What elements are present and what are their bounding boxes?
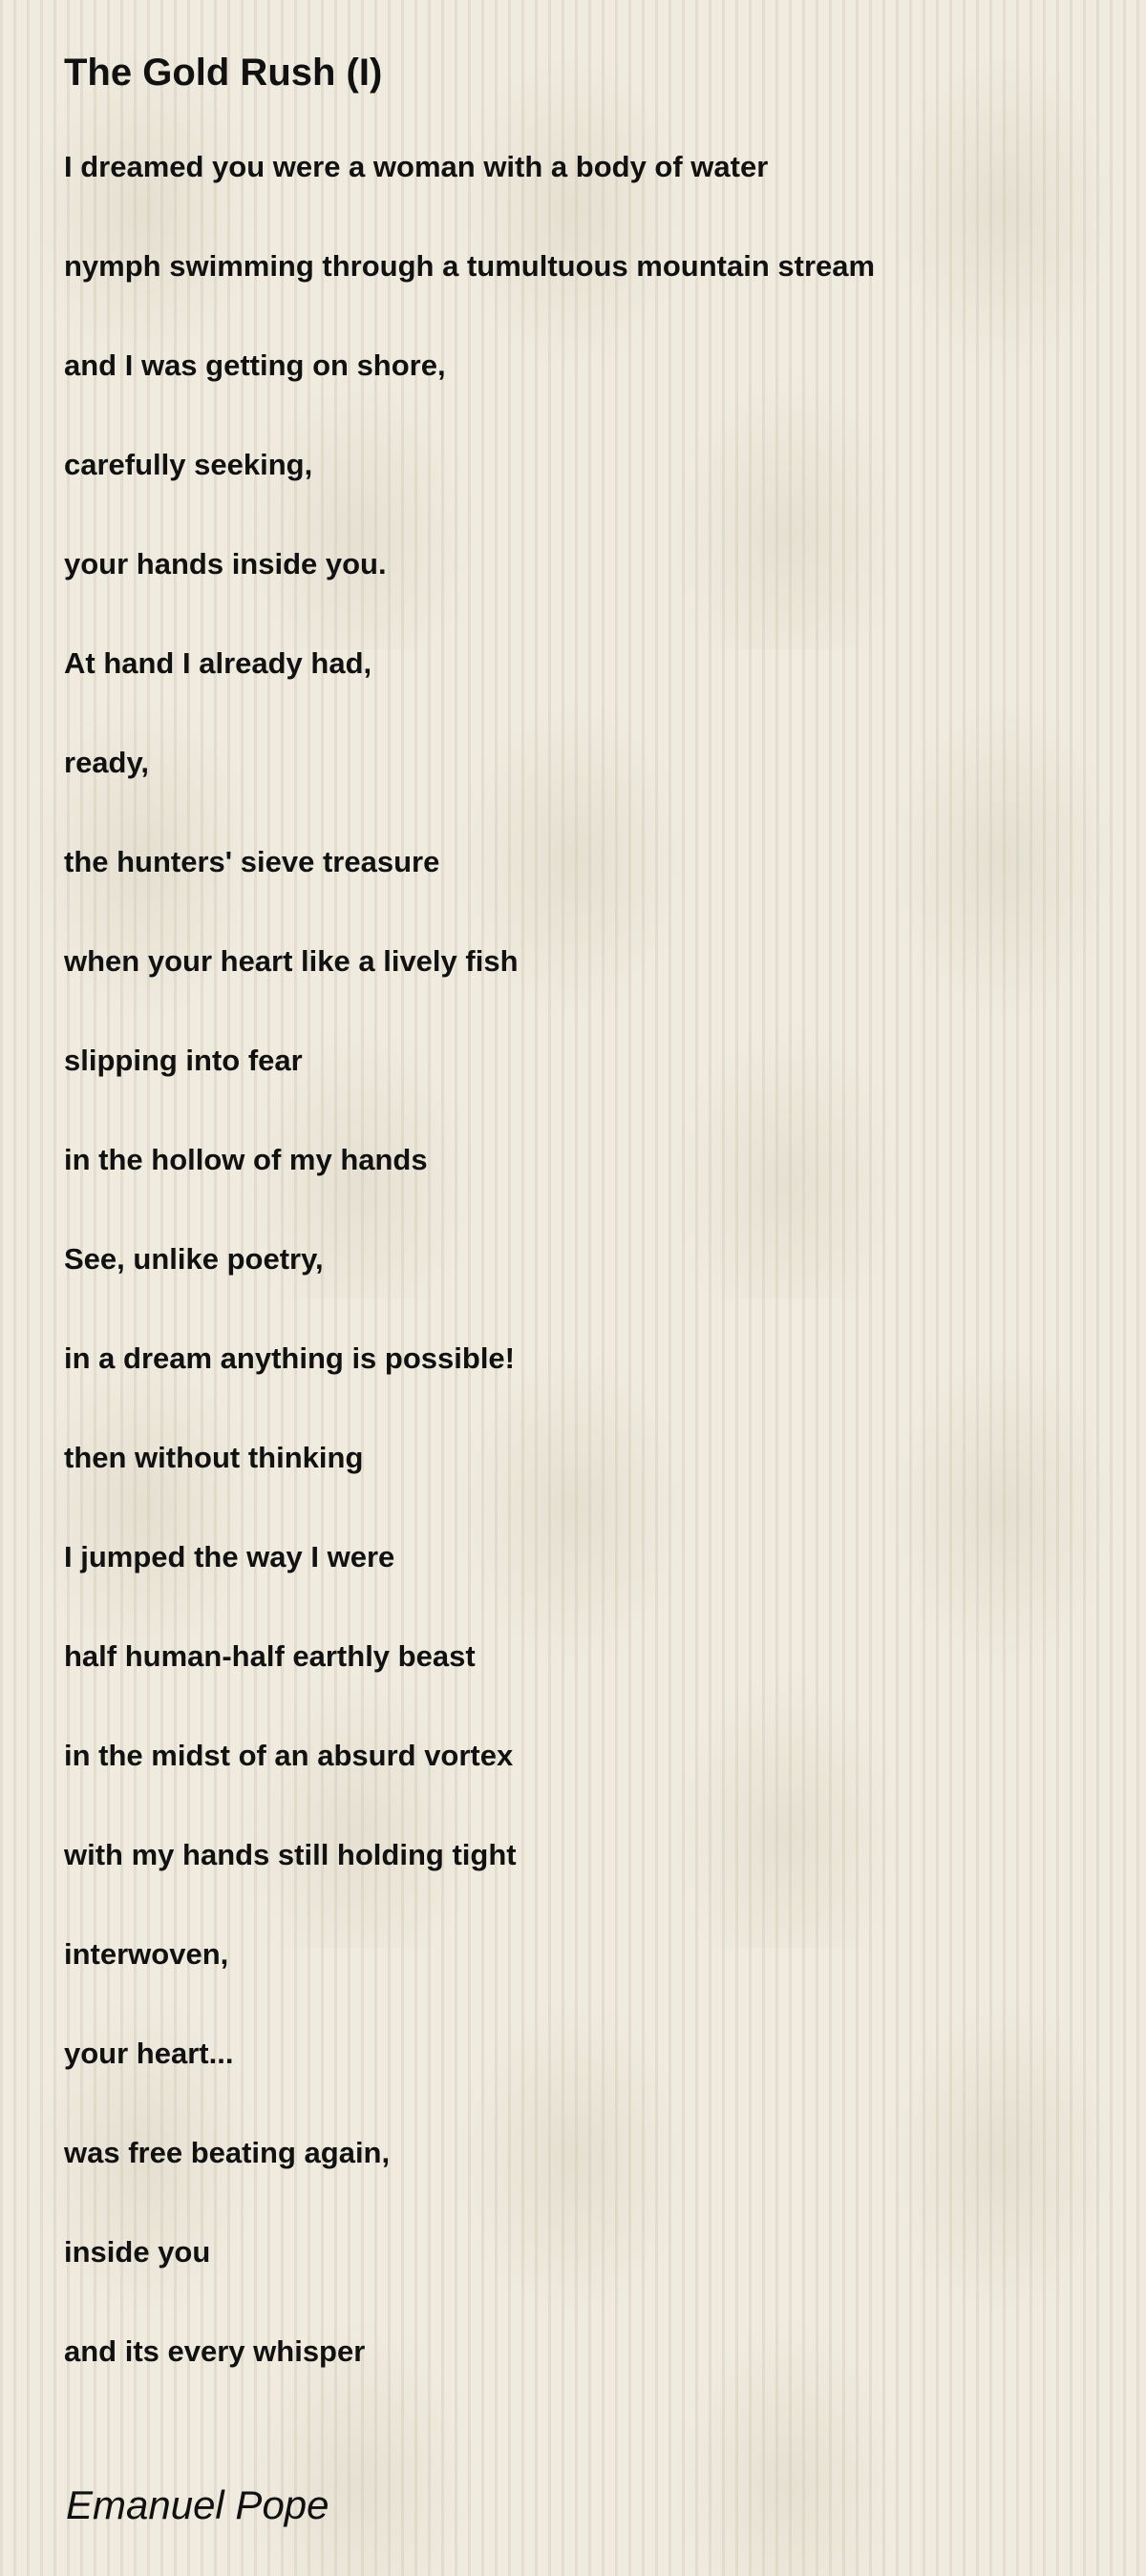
poem-lines xyxy=(64,145,875,2429)
poem-line: and its every whisper xyxy=(64,2334,366,2368)
poem-line: was free beating again, xyxy=(64,2136,391,2169)
poem-line: I dreamed you were a woman with a body of water xyxy=(64,150,769,183)
poem-line: the hunters' sieve treasure xyxy=(64,845,440,878)
poem-line: interwoven, xyxy=(64,1937,229,1971)
poem-line: nymph swimming through a tumultuous mountain stream xyxy=(64,249,876,283)
poem-line: in the hollow of my hands xyxy=(64,1143,428,1176)
poem-line: See, unlike poetry, xyxy=(64,1242,324,1276)
poem-line: slipping into fear xyxy=(64,1044,303,1077)
poem-line: I jumped the way I were xyxy=(64,1540,395,1573)
poem-line: in the midst of an absurd vortex xyxy=(64,1739,514,1772)
poem-line: when your heart like a lively fish xyxy=(64,944,519,978)
poem-line: in a dream anything is possible! xyxy=(64,1341,515,1375)
poem-line: carefully seeking, xyxy=(64,448,313,481)
poem-line: with my hands still holding tight xyxy=(64,1838,517,1871)
poem-title: The Gold Rush (I) xyxy=(64,52,383,94)
poem-line: At hand I already had, xyxy=(64,646,372,680)
poem-line: your hands inside you. xyxy=(64,547,387,581)
poem-line: inside you xyxy=(64,2235,211,2269)
poem-line: and I was getting on shore, xyxy=(64,348,446,382)
poem-author: Emanuel Pope xyxy=(66,2482,329,2527)
poem-line: ready, xyxy=(64,746,150,779)
poem-line: your heart... xyxy=(64,2037,234,2070)
poem-line: half human-half earthly beast xyxy=(64,1639,476,1673)
poem-line: then without thinking xyxy=(64,1441,364,1474)
